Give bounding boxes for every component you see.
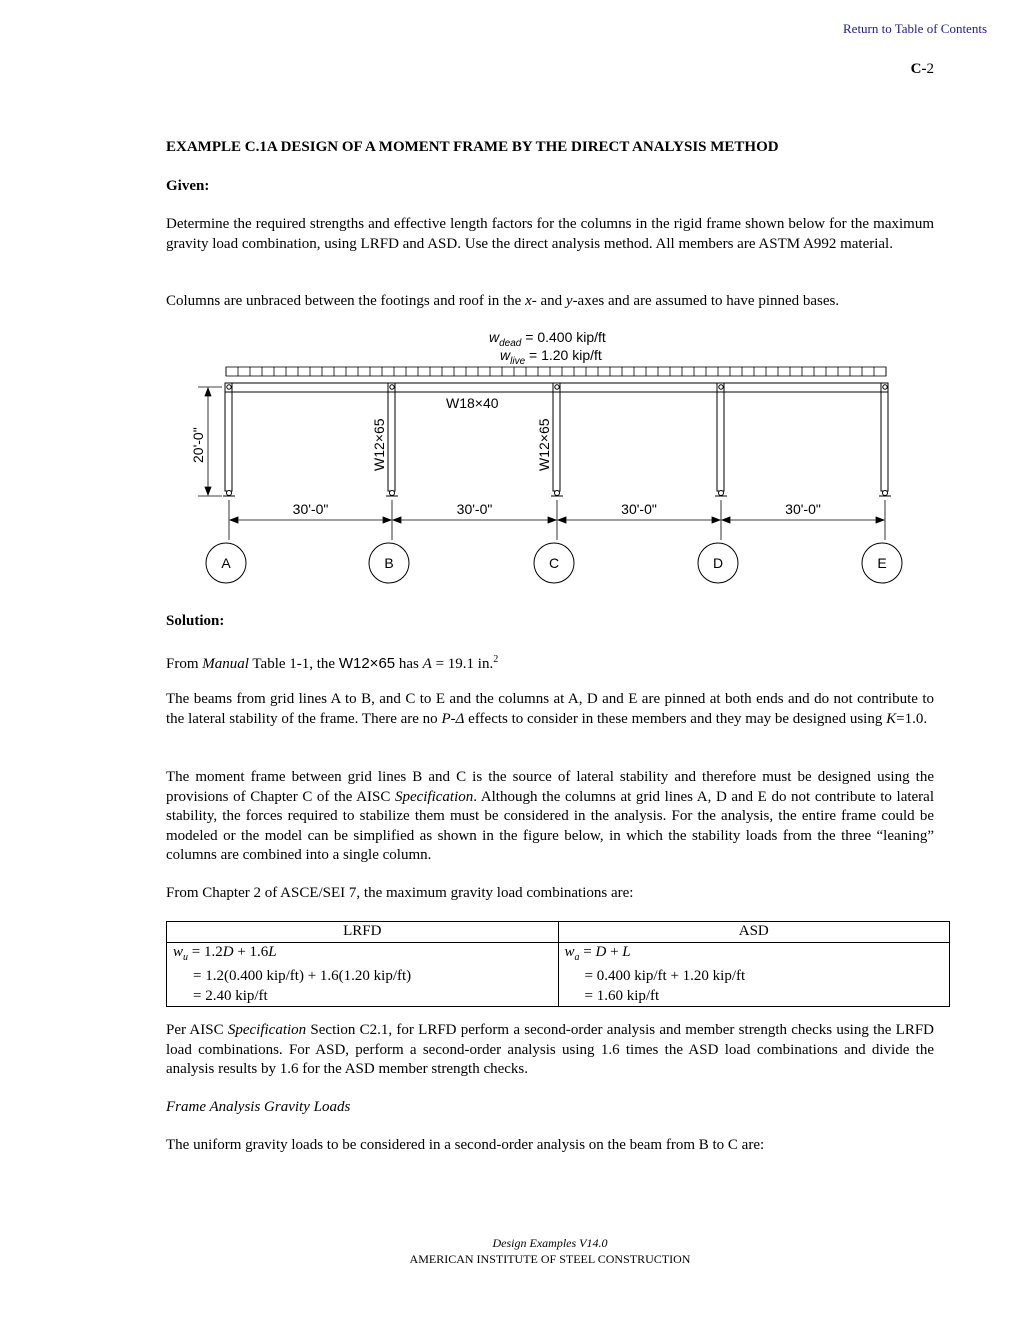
p3-shape: W12×65 [338,655,396,672]
p3-area-symbol: A [422,656,432,672]
column-label-b: W12×65 [371,418,387,471]
footer-edition: Design Examples V14.0 [492,1236,608,1250]
second-order-paragraph [166,1021,934,1080]
asd-cell [558,942,950,1007]
uniform-loads-paragraph: The uniform gravity loads to be considered in a second-order analysis on the beam from B to C are: [166,1137,765,1153]
footer-publisher: AMERICAN INSTITUTE OF STEEL CONSTRUCTION [409,1252,691,1266]
asd-w: w [564,943,575,960]
grid-label-a: A [221,555,231,571]
p3-text-b: Table 1-1, the [248,656,339,672]
column-e [881,383,888,491]
asd-L: L [622,943,631,960]
asd-header: ASD [558,922,950,943]
pinned-members-paragraph [166,690,934,729]
frame-analysis-subheading: Frame Analysis Gravity Loads [166,1099,351,1115]
p2-text-b: - and [531,293,566,309]
column-a [225,383,232,491]
asd-line-3: = 1.60 kip/ft [584,987,660,1004]
lrfd-header: LRFD [167,922,559,943]
p5-text-a: The moment frame between grid lines B and C is the source of lateral stability and therefore must be designed using the provisions of Chapter C of the AISC [166,769,934,805]
p7-text-a: Per AISC [166,1022,228,1038]
lrfd-l1-a: = 1.2 [188,943,223,960]
w-live-subscript: live [510,356,526,367]
asd-line-2: = 0.400 kip/ft + 1.20 kip/ft [584,968,746,984]
w-live-label [500,347,602,367]
lrfd-D: D [222,943,234,960]
example-title: EXAMPLE C.1A DESIGN OF A MOMENT FRAME BY THE DIRECT ANALYSIS METHOD [166,139,779,155]
grid-lines [206,543,902,583]
p2-text-a: Columns are unbraced between the footings and roof in the [166,293,526,309]
asd-l1-a: = [579,943,596,960]
column-c [553,383,560,491]
given-heading: Given: [166,178,210,194]
span-label: 30'-0" [292,501,329,517]
w-dead-symbol: w [489,329,500,345]
return-to-toc-link[interactable]: Return to Table of Contents [843,21,987,36]
p3-text-c: has [395,656,423,672]
page-number-value: 2 [926,61,934,77]
p5-text-b: . Although the columns at grid lines A, D and E do not contribute to lateral stability, the forces required to stabilize them must be considered in the analysis. For the analysis, the entire frame could be modeled or the model can be simplified as shown in the figure below, in which the stability loads from the three “leaning” columns are combined into a single column. [166,788,935,863]
w-live-symbol: w [500,347,511,363]
w-dead-subscript: dead [499,338,522,349]
frame-figure [0,0,1024,600]
w-dead-value: = 0.400 kip/ft [521,329,606,345]
grid-label-d: D [712,555,724,571]
table-header-row [167,922,950,943]
span-label: 30'-0" [456,501,493,517]
p7-text-b: Section C2.1, for LRFD perform a second-order analysis and member strength checks using the LRFD load combinations. For ASD, perform a second-order analysis using 1.6 times the ASD load combinations and divide the analysis results by 1.6 for the ASD member strength checks. [166,1022,935,1077]
p2-x-axis: x [525,293,532,309]
section-area-paragraph [166,650,934,675]
solution-heading: Solution: [166,613,225,629]
p7-specification: Specification [227,1022,307,1038]
column-b [388,383,395,491]
lrfd-cell [167,942,559,1007]
w-live-value: = 1.20 kip/ft [525,347,602,363]
lrfd-l1-b: + 1.6 [233,943,269,960]
p4-p-delta: P-Δ [441,710,465,727]
grid-label-e: E [877,555,887,571]
lrfd-line-3: = 2.40 kip/ft [193,987,268,1004]
load-combination-table [166,921,950,1007]
span-label: 30'-0" [785,501,821,517]
lrfd-line-2: = 1.2(0.400 kip/ft) + 1.6(1.20 kip/ft) [193,968,412,984]
table-row [167,942,950,1007]
p4-k: K [886,710,897,727]
lrfd-w-sub: u [183,951,189,963]
p5-specification: Specification [394,788,474,805]
asd-D: D [595,943,607,960]
page-prefix: C- [910,61,927,77]
asd-l1-b: + [606,943,623,960]
column-label-c: W12×65 [536,418,552,471]
height-label: 20'-0" [190,427,206,463]
p3-manual: Manual [202,656,249,672]
moment-frame-paragraph [166,768,934,866]
asd-w-sub: a [574,951,580,963]
span-label: 30'-0" [621,501,657,517]
p4-text-b: effects to consider in these members and they may be designed using [464,710,887,727]
p2-y-axis: y [565,293,573,309]
lrfd-L: L [268,943,277,960]
columns [223,383,891,496]
p2-text-c: -axes and are assumed to have pinned bases. [572,293,840,309]
lrfd-line-1 [173,943,552,968]
beam-label-w18x40: W18×40 [446,395,499,411]
p3-text-a: From [166,656,203,672]
grid-label-c: C [548,555,560,571]
p4-text-a: The beams from grid lines A to B, and C to E and the columns at A, D and E are pinned at both ends and do not contribute to the lateral stability of the frame. There are no [166,691,934,727]
grid-label-b: B [384,555,394,571]
column-d [717,383,724,491]
w-dead-label [489,329,606,349]
distributed-load [226,367,886,376]
p3-text-d: = 19.1 in. [431,656,494,672]
given-paragraph: Determine the required strengths and effective length factors for the columns in the rigid frame shown below for the maximum gravity load combination, using LRFD and ASD. Use the direct analysis method. All members are ASTM A992 material. [166,216,934,252]
p3-superscript: 2 [493,654,499,665]
lrfd-w: w [173,943,184,960]
p4-text-c: =1.0. [896,710,928,727]
asd-line-1 [565,943,944,968]
load-combination-intro: From Chapter 2 of ASCE/SEI 7, the maximum gravity load combinations are: [166,885,634,901]
